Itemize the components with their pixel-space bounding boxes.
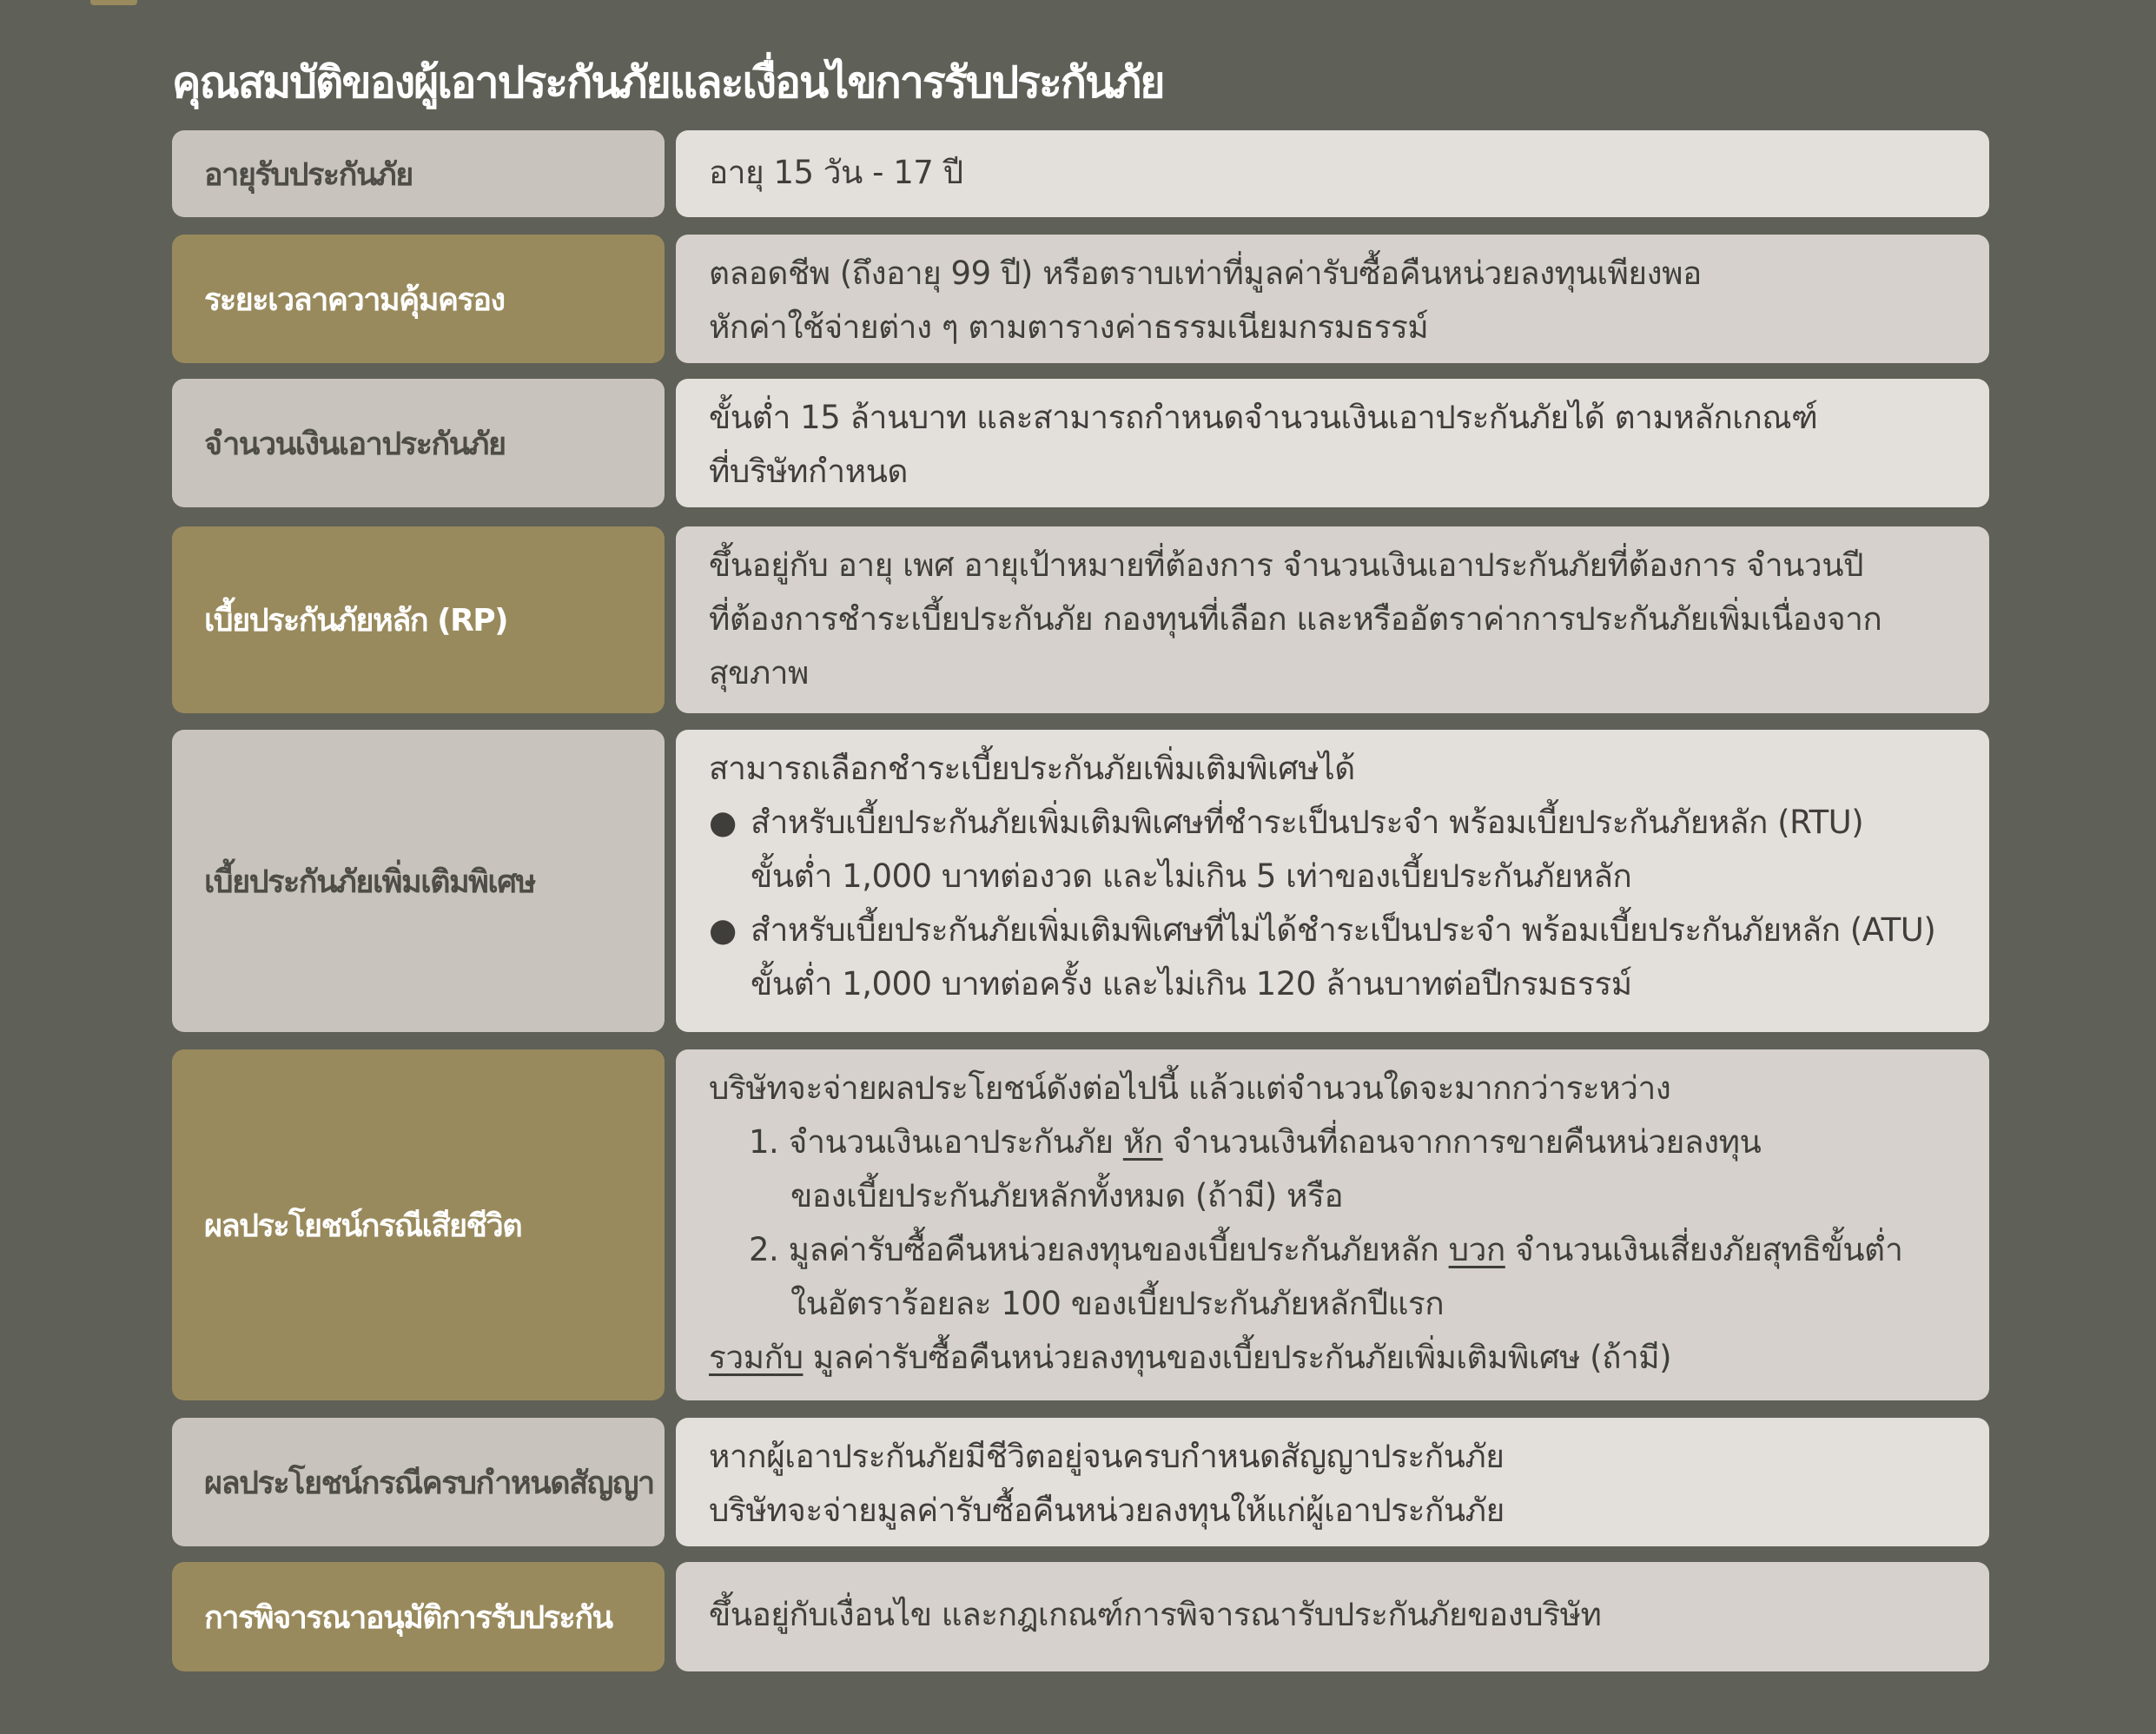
table-row-top-up-premium <box>172 730 1989 1032</box>
content-line: ขึ้นอยู่กับเงื่อนไข และกฎเกณฑ์การพิจารณารับประกันภัยของบริษัท <box>709 1596 1602 1633</box>
item-text: จำนวนเงินที่ถอนจากการขายคืนหน่วยลงทุน <box>1172 1123 1762 1161</box>
table-row-age <box>172 130 1989 217</box>
row-content-death-benefit <box>676 1049 1989 1400</box>
row-label-death-benefit: ผลประโยชน์กรณีเสียชีวิต <box>172 1049 665 1400</box>
row-content-coverage-period <box>676 235 1989 363</box>
content-line: หากผู้เอาประกันภัยมีชีวิตอยู่จนครบกำหนดสัญญาประกันภัย <box>709 1438 1505 1475</box>
table-row-underwriting <box>172 1562 1989 1671</box>
row-label-coverage-period: ระยะเวลาความคุ้มครอง <box>172 235 665 363</box>
numbered-item <box>709 1223 1960 1277</box>
row-content-regular-premium <box>676 526 1989 713</box>
table-row-maturity-benefit <box>172 1418 1989 1546</box>
content-line: ตลอดชีพ (ถึงอายุ 99 ปี) หรือตราบเท่าที่มูลค่ารับซื้อคืนหน่วยลงทุนเพียงพอ <box>709 255 1702 292</box>
outro-text: มูลค่ารับซื้อคืนหน่วยลงทุนของเบี้ยประกันภัยเพิ่มเติมพิเศษ (ถ้ามี) <box>812 1339 1672 1376</box>
bullet-dot-icon: ● <box>709 911 737 949</box>
row-label-age: อายุรับประกันภัย <box>172 130 665 217</box>
content-intro: บริษัทจะจ่ายผลประโยชน์ดังต่อไปนี้ แล้วแต่จำนวนใดจะมากกว่าระหว่าง <box>709 1069 1671 1107</box>
item-operator: บวก <box>1448 1231 1505 1268</box>
bullet-text: สำหรับเบี้ยประกันภัยเพิ่มเติมพิเศษที่ชำระเป็นประจำ พร้อมเบี้ยประกันภัยหลัก (RTU) <box>751 804 1864 841</box>
row-content-sum-assured <box>676 379 1989 507</box>
content-line: ขั้นต่ำ 15 ล้านบาท และสามารถกำหนดจำนวนเงินเอาประกันภัยได้ ตามหลักเกณฑ์ <box>709 399 1818 436</box>
item-text: มูลค่ารับซื้อคืนหน่วยลงทุนของเบี้ยประกันภัยหลัก <box>788 1231 1439 1268</box>
numbered-item <box>709 1115 1960 1169</box>
item-text: จำนวนเงินเอาประกันภัย <box>788 1123 1114 1161</box>
table-row-death-benefit <box>172 1049 1989 1400</box>
bullet-continuation: ขั้นต่ำ 1,000 บาทต่อครั้ง และไม่เกิน 120 ล้านบาทต่อปีกรมธรรม์ <box>751 965 1632 1003</box>
row-label-underwriting: การพิจารณาอนุมัติการรับประกัน <box>172 1562 665 1671</box>
numbered-item-continuation: ในอัตราร้อยละ 100 ของเบี้ยประกันภัยหลักปีแรก <box>790 1285 1445 1322</box>
bullet-item <box>709 796 1960 850</box>
corner-accent <box>90 0 137 5</box>
content-line: หักค่าใช้จ่ายต่าง ๆ ตามตารางค่าธรรมเนียมกรมธรรม์ <box>709 308 1429 346</box>
content-line: ที่ต้องการชำระเบี้ยประกันภัย กองทุนที่เลือก และหรืออัตราค่าการประกันภัยเพิ่มเนื่องจาก <box>709 600 1882 638</box>
content-outro <box>709 1331 1960 1385</box>
row-content-underwriting <box>676 1562 1989 1671</box>
row-label-regular-premium: เบี้ยประกันภัยหลัก (RP) <box>172 526 665 713</box>
item-number: 1. <box>749 1123 779 1161</box>
item-number: 2. <box>749 1231 779 1268</box>
content-intro: สามารถเลือกชำระเบี้ยประกันภัยเพิ่มเติมพิเศษได้ <box>709 750 1355 787</box>
content-line: ขึ้นอยู่กับ อายุ เพศ อายุเป้าหมายที่ต้องการ จำนวนเงินเอาประกันภัยที่ต้องการ จำนวนปี <box>709 546 1863 584</box>
row-content-maturity-benefit <box>676 1418 1989 1546</box>
row-label-maturity-benefit: ผลประโยชน์กรณีครบกำหนดสัญญา <box>172 1418 665 1546</box>
item-operator: หัก <box>1122 1123 1163 1161</box>
row-content-age <box>676 130 1989 217</box>
row-label-sum-assured: จำนวนเงินเอาประกันภัย <box>172 379 665 507</box>
row-content-top-up-premium <box>676 730 1989 1032</box>
row-label-top-up-premium: เบี้ยประกันภัยเพิ่มเติมพิเศษ <box>172 730 665 1032</box>
numbered-item-continuation: ของเบี้ยประกันภัยหลักทั้งหมด (ถ้ามี) หรือ <box>790 1177 1344 1214</box>
item-text: จำนวนเงินเสี่ยงภัยสุทธิขั้นต่ำ <box>1515 1231 1903 1268</box>
table-row-coverage-period <box>172 235 1989 363</box>
outro-operator: รวมกับ <box>709 1339 804 1376</box>
bullet-dot-icon: ● <box>709 804 737 841</box>
bullet-item <box>709 903 1960 957</box>
content-line: อายุ 15 วัน - 17 ปี <box>709 154 963 191</box>
table-row-regular-premium <box>172 526 1989 713</box>
bullet-continuation: ขั้นต่ำ 1,000 บาทต่องวด และไม่เกิน 5 เท่าของเบี้ยประกันภัยหลัก <box>751 857 1632 895</box>
content-line: สุขภาพ <box>709 654 809 692</box>
content-line: ที่บริษัทกำหนด <box>709 453 908 490</box>
content-line: บริษัทจะจ่ายมูลค่ารับซื้อคืนหน่วยลงทุนให้แก่ผู้เอาประกันภัย <box>709 1492 1505 1529</box>
page-title: คุณสมบัติของผู้เอาประกันภัยและเงื่อนไขการรับประกันภัย <box>172 57 1164 108</box>
bullet-text: สำหรับเบี้ยประกันภัยเพิ่มเติมพิเศษที่ไม่ได้ชำระเป็นประจำ พร้อมเบี้ยประกันภัยหลัก (ATU) <box>751 911 1936 949</box>
table-row-sum-assured <box>172 379 1989 507</box>
